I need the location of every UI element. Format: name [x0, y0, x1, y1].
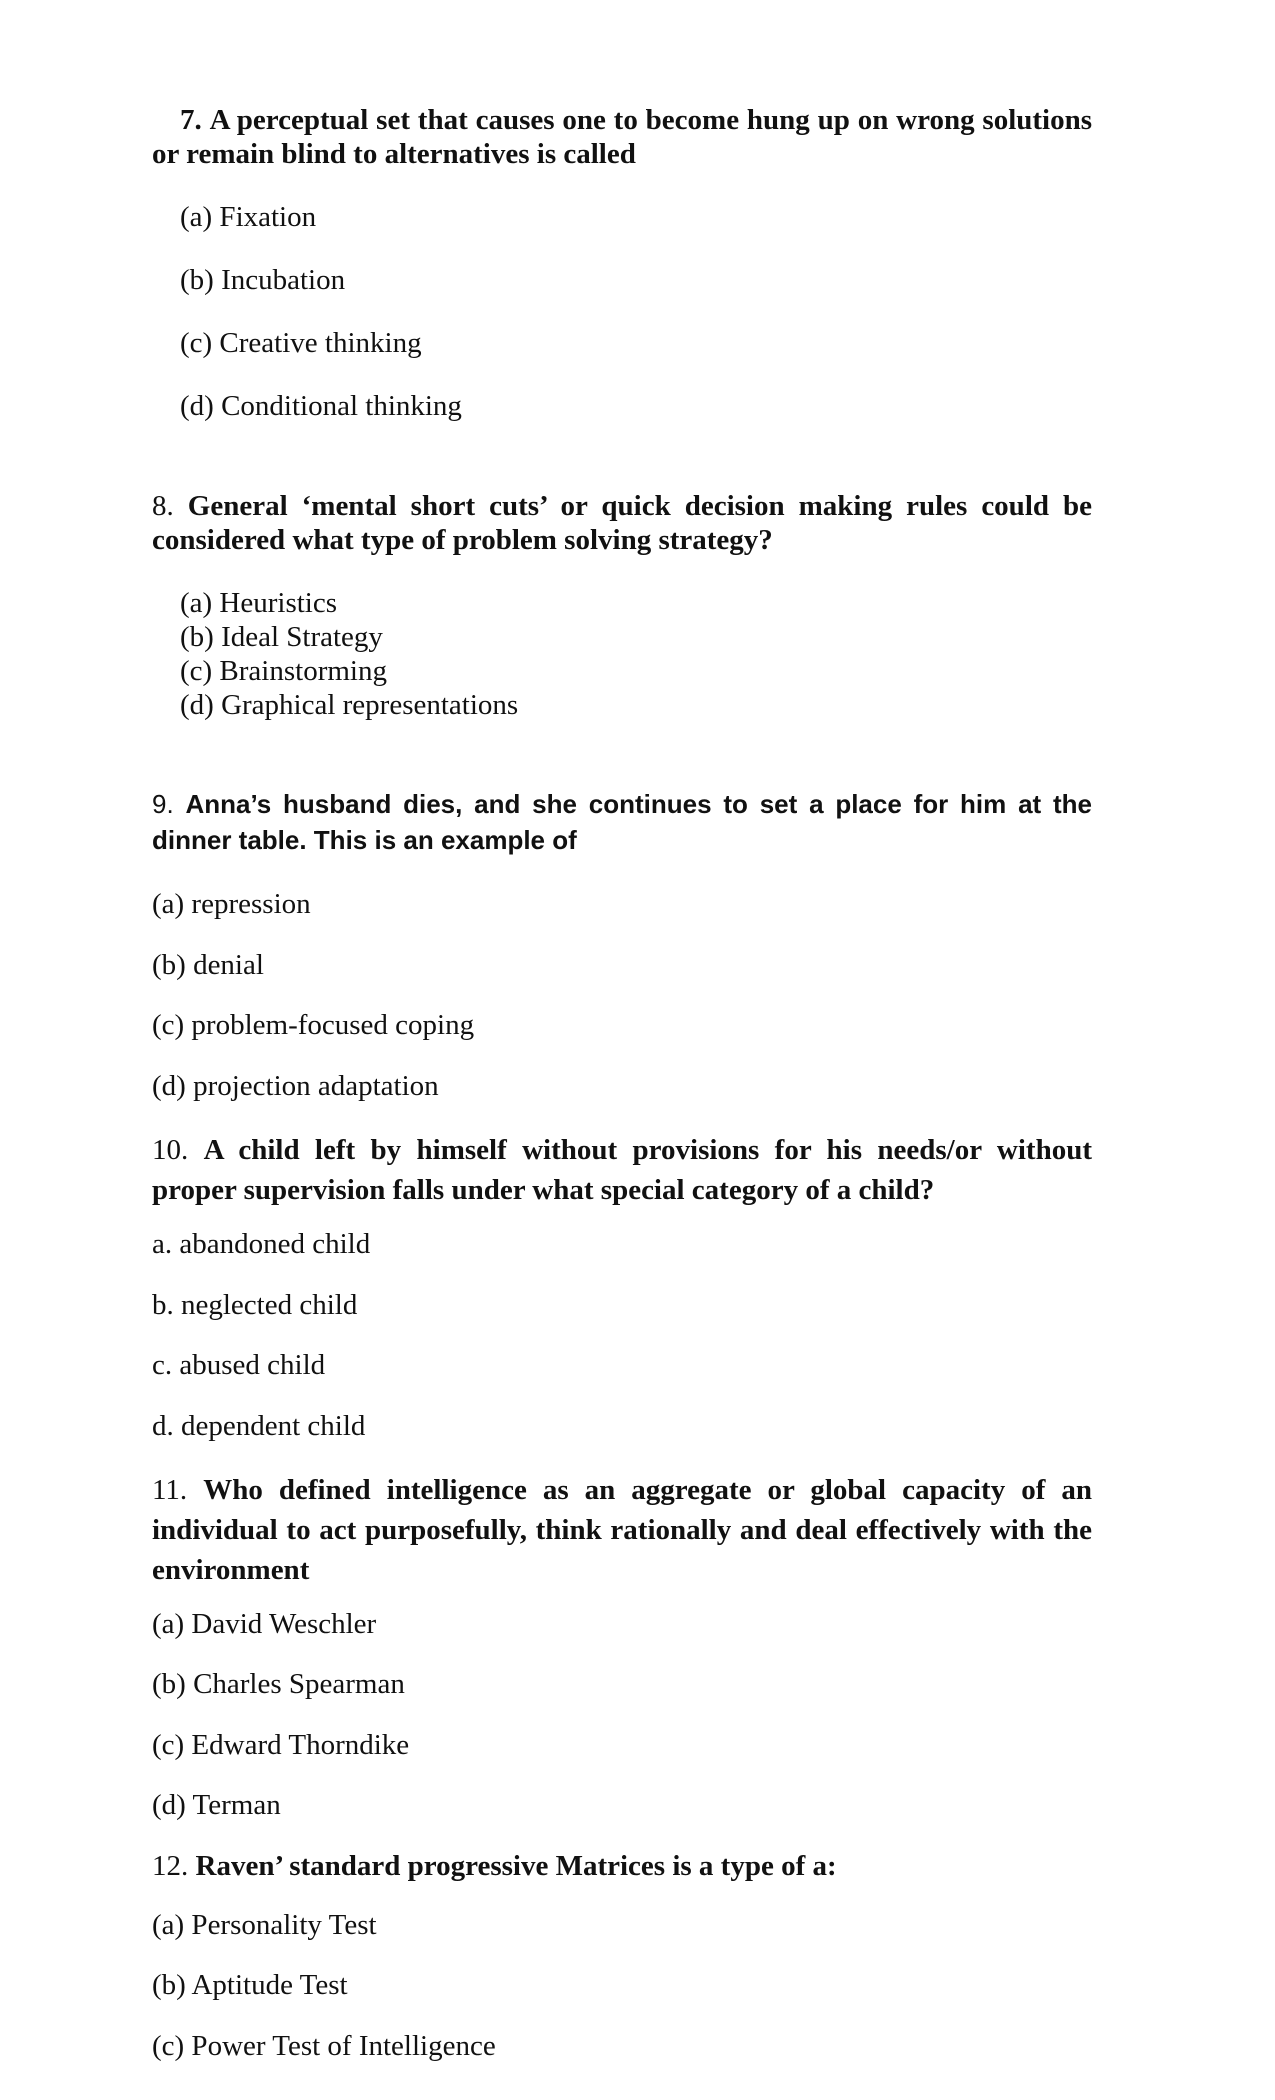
option-11b: (b) Charles Spearman: [152, 1668, 405, 1700]
option-7b: (b) Incubation: [180, 264, 346, 296]
option-11a: (a) David Weschler: [152, 1608, 377, 1640]
question-text: A perceptual set that causes one to become hung up on wrong solutions or remain blind to alternatives is called: [152, 104, 1093, 170]
option-12b: (b) Aptitude Test: [152, 1969, 348, 2001]
option-8d: (d) Graphical representations: [180, 689, 519, 721]
option-7d: (d) Conditional thinking: [180, 390, 462, 422]
option-9a: (a) repression: [152, 888, 311, 920]
question-11: [152, 1470, 1092, 1590]
question-number: 11.: [152, 1474, 188, 1506]
question-text: Raven’ standard progressive Matrices is a type of a:: [195, 1850, 837, 1882]
question-7: [152, 103, 1092, 171]
question-text: A child left by himself without provisions for his needs/or without proper supervision falls under what special category of a child?: [152, 1134, 1093, 1206]
option-10d: d. dependent child: [152, 1410, 366, 1442]
question-8: [152, 489, 1092, 557]
question-text: General ‘mental short cuts’ or quick decision making rules could be considered what type of problem solving strategy?: [152, 490, 1093, 556]
question-number: 9.: [152, 789, 174, 819]
option-10a: a. abandoned child: [152, 1228, 371, 1260]
option-9c: (c) problem-focused coping: [152, 1009, 475, 1041]
option-10c: c. abused child: [152, 1349, 326, 1381]
option-10b: b. neglected child: [152, 1289, 358, 1321]
option-12a: (a) Personality Test: [152, 1909, 377, 1941]
question-number: 10.: [152, 1134, 189, 1166]
option-12c: (c) Power Test of Intelligence: [152, 2030, 496, 2062]
question-number: 7.: [180, 104, 202, 136]
question-10: [152, 1130, 1092, 1210]
question-text: Anna’s husband dies, and she continues to set a place for him at the dinner table. This is an example of: [152, 789, 1092, 855]
option-9b: (b) denial: [152, 949, 264, 981]
option-8c: (c) Brainstorming: [180, 655, 387, 687]
option-7a: (a) Fixation: [180, 201, 317, 233]
option-8b: (b) Ideal Strategy: [180, 621, 383, 653]
question-9: [152, 786, 1092, 858]
question-12: [152, 1849, 1092, 1883]
option-11d: (d) Terman: [152, 1789, 281, 1821]
option-11c: (c) Edward Thorndike: [152, 1729, 410, 1761]
question-number: 8.: [152, 490, 174, 522]
option-9d: (d) projection adaptation: [152, 1070, 439, 1102]
option-8a: (a) Heuristics: [180, 587, 338, 619]
option-7c: (c) Creative thinking: [180, 327, 422, 359]
question-number: 12.: [152, 1850, 189, 1882]
question-text: Who defined intelligence as an aggregate or global capacity of an individual to act purposefully, think rationally and deal effectively with the environment: [152, 1474, 1092, 1586]
